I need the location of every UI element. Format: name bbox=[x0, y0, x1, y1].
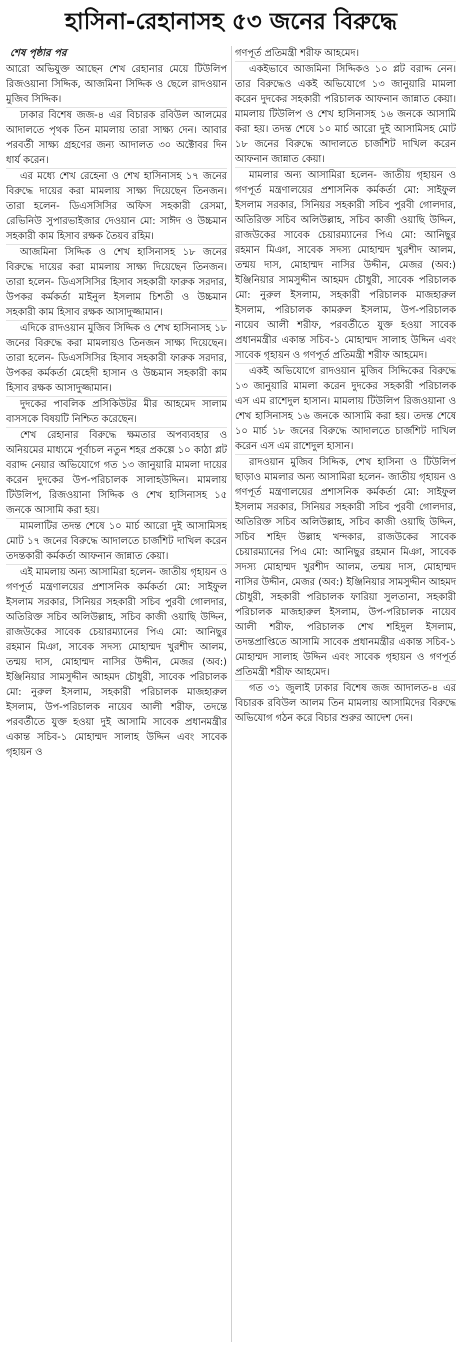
paragraph: এদিকে রাদওয়ান মুজিব সিদ্দিক ও শেখ হাসিনাসহ ১৮ জনের বিরুদ্ধে করা মামলায়ও তিনজন সাক্ষ্য দিয়েছেন। তারা হলেন- ডিএসসিসির হিসাব সহকারী ফারুক সরদার, উপকর কর্মকর্তা মেহেদী হাসান ও উচ্চমান সহকারী কাম হিসাব রক্ষক আসাদুজ্জামান। bbox=[6, 320, 227, 396]
paragraph: আজমিনা সিদ্দিক ও শেখ হাসিনাসহ ১৮ জনের বিরুদ্ধে দায়ের করা মামলায় সাক্ষ্য দিয়েছেন তিনজন। তারা হলেন- ডিএসসিসির হিসাব সহকারী ফারুক সরদার, উপকর কর্মকর্তা মাইনুল ইসলাম চিশতী ও উচ্চমান সহকারী কাম হিসাব রক্ষক আসাদুজ্জামান। bbox=[6, 244, 227, 320]
paragraph: এর মধ্যে শেখ রেহেনা ও শেখ হাসিনাসহ ১৭ জনের বিরুদ্ধে দায়ের করা মামলায় সাক্ষ্য দিয়েছেন তিনজন। তারা হলেন- ডিএসসিসির অফিস সহকারী রেসমা, রেভিনিউ সুপারভাইজার দেওয়ান মো: সাঈদ ও উচ্চমান সহকারী কাম হিসাব রক্ষক তৈয়ব রহিম। bbox=[6, 168, 227, 244]
paragraph: মামলাটির তদন্ত শেষে ১০ মার্চ আরো দুই আসামিসহ মোট ১৭ জনের বিরুদ্ধে আদালতে চার্জশিট দাখিল করেন তদন্তকারী কর্মকর্তা আফনান জান্নাত কেয়া। bbox=[6, 518, 227, 564]
paragraph: গত ৩১ জুলাই ঢাকার বিশেষ জজ আদালত-৪ এর বিচারক রবিউল আলম তিন মামলায় আসামিদের বিরুদ্ধে অভিযোগ গঠন করে বিচার শুরুর আদেশ দেন। bbox=[235, 680, 456, 726]
column-divider bbox=[231, 46, 232, 1342]
headline: হাসিনা-রেহানাসহ ৫৩ জনের বিরুদ্ধে bbox=[64, 8, 398, 35]
paragraph: গণপূর্ত প্রতিমন্ত্রী শরীফ আহমেদ। bbox=[235, 48, 359, 59]
paragraph: আরো অভিযুক্ত আছেন শেখ রেহানার মেয়ে টিউলিপ রিজওয়ানা সিদ্দিক, আজমিনা সিদ্দিক ও ছেলে রাদওয়ান মুজিব সিদ্দিক। bbox=[6, 64, 227, 105]
paragraph: শেখ রেহানার বিরুদ্ধে ক্ষমতার অপব্যবহার ও অনিয়মের মাধ্যমে পূর্বাচল নতুন শহর প্রকল্পে ১০ কাঠা প্লট বরাদ্দ নেয়ার অভিযোগে গত ১৩ জানুয়ারি মামলা দায়ের করেন দুদকের উপ-পরিচালক সালাহউদ্দিন। মামলায় টিউলিপ, রিজওয়ানা সিদ্দিক ও শেখ হাসিনাসহ ১৫ জনকে আসামি করা হয়। bbox=[6, 427, 227, 518]
paragraph: দুদকের পাবলিক প্রসিকিউটর মীর আহমেদ সালাম বাসসকে বিষয়টি নিশ্চিত করেছেন। bbox=[6, 396, 227, 427]
paragraph: এই মামলায় অন্য আসামিরা হলেন- জাতীয় গৃহায়ন ও গণপূর্ত মন্ত্রণালয়ের প্রশাসনিক কর্মকর্তা মো: সাইফুল ইসলাম সরকার, সিনিয়র সহকারী সচিব পুরবী গোলদার, অতিরিক্ত সচিব অলিউল্লাহ, সচিব কাজী ওয়াছি উদ্দিন, রাজউকের সাবেক চেয়ারম্যানের পিএ মো: আনিছুর রহমান মিঞা, সাবেক সদস্য মোহাম্মদ খুরশীদ আলম, তন্ময় দাস, মোহাম্মদ নাসির উদ্দীন, মেজর (অব:) ইঞ্জিনিয়ার সামসুদ্দীন আহমদ চৌধুরী, সাবেক পরিচালক মো: নুরুল ইসলাম, সহকারী পরিচালক মাজহারুল ইসলাম, উপ-পরিচালক নায়েব আলী শরীফ, তদন্তে পরবর্তীতে যুক্ত হওয়া দুই আসামি সাবেক প্রধানমন্ত্রীর একান্ত সচিব-১ মোহাম্মদ সালাহ উদ্দিন এবং সাবেক গৃহায়ন ও bbox=[6, 564, 227, 760]
continued-label: শেষ পৃষ্ঠার পর bbox=[10, 48, 67, 59]
paragraph: রাদওয়ান মুজিব সিদ্দিক, শেখ হাসিনা ও টিউলিপ ছাড়াও মামলার অন্য আসামিরা হলেন- জাতীয় গৃহায়ন ও গণপূর্ত মন্ত্রণালয়ের প্রশাসনিক কর্মকর্তা মো: সাইফুল ইসলাম সরকার, সিনিয়র সহকারী সচিব পুরবী গোলদার, অতিরিক্ত সচিব অলিউল্লাহ, সচিব কাজী ওয়াছি উদ্দিন, সচিব শহিদ উল্লাহ খন্দকার, রাজউকের সাবেক চেয়ারম্যানের পিএ মো: আনিছুর রহমান মিঞা, সাবেক সদস্য মোহাম্মদ খুরশীদ আলম, তন্ময় দাস, মোহাম্মদ নাসির উদ্দীন, মেজর (অব:) ইঞ্জিনিয়ার সামসুদ্দীন আহমদ চৌধুরী, সহকারী পরিচালক ফারিয়া সুলতানা, সহকারী পরিচালক মাজহারুল ইসলাম, উপ-পরিচালক নায়েব আলী শরীফ, পরিচালক শেখ শহিদুল ইসলাম, তদন্তপ্রাপ্তিতে আসামি সাবেক প্রধানমন্ত্রীর একান্ত সচিব-১ মোহাম্মদ সালাহ উদ্দিন এবং সাবেক গৃহায়ন ও গণপূর্ত প্রতিমন্ত্রী শরীফ আহমেদ। bbox=[235, 454, 456, 680]
left-column bbox=[6, 46, 227, 1342]
article-columns bbox=[6, 46, 456, 1342]
paragraph: একইভাবে আজমিনা সিদ্দিকও ১০ প্লট বরাদ্দ নেন। তার বিরুদ্ধেও একই অভিযোগে ১৩ জানুয়ারি মামলা করেন দুদকের সহকারী পরিচালক আফনান জান্নাত কেয়া। মামলায় টিউলিপ ও শেখ হাসিনাসহ ১৬ জনকে আসামি করা হয়। তদন্ত শেষে ১০ মার্চ আরো দুই আসামিসহ মোট ১৮ জনের বিরুদ্ধে আদালতে চার্জশিট দাখিল করেন আফনান জান্নাত কেয়া। bbox=[235, 61, 456, 167]
paragraph: একই অভিযোগে রাদওয়ান মুজিব সিদ্দিকের বিরুদ্ধে ১৩ জানুয়ারি মামলা করেন দুদকের সহকারী পরিচালক এস এম রাশেদুল হাসান। মামলায় টিউলিপ রিজওয়ানা ও শেখ হাসিনাসহ ১৬ জনকে আসামি করা হয়। তদন্ত শেষে ১০ মার্চ ১৮ জনের বিরুদ্ধে আদালতে চার্জশিট দাখিল করেন এস এম রাশেদুল হাসান। bbox=[235, 363, 456, 454]
paragraph: ঢাকার বিশেষ জজ-৪ এর বিচারক রবিউল আলমের আদালতে পৃথক তিন মামলায় তারা সাক্ষ্য দেন। আবার পরবর্তী সাক্ষ্য গ্রহণের জন্য আদালত ৩০ অক্টোবর দিন ধার্য করেন। bbox=[6, 107, 227, 168]
paragraph: মামলার অন্য আসামিরা হলেন- জাতীয় গৃহায়ন ও গণপূর্ত মন্ত্রণালয়ের প্রশাসনিক কর্মকর্তা মো: সাইফুল ইসলাম সরকার, সিনিয়র সহকারী সচিব পুরবী গোলদার, অতিরিক্ত সচিব অলিউল্লাহ, সচিব কাজী ওয়াছি উদ্দিন, রাজউকের সাবেক চেয়ারম্যানের পিএ মো: আনিছুর রহমান মিঞা, সাবেক সদস্য মোহাম্মদ খুরশীদ আলম, তন্ময় দাস, মোহাম্মদ নাসির উদ্দীন, মেজর (অব:) ইঞ্জিনিয়ার সামসুদ্দীন আহমদ চৌধুরী, সাবেক পরিচালক মো: নুরুল ইসলাম, সহকারী পরিচালক মাজহারুল ইসলাম, পরিচালক কামরুল ইসলাম, উপ-পরিচালক নায়েব আলী শরীফ, পরবর্তীতে যুক্ত হওয়া সাবেক প্রধানমন্ত্রীর একান্ত সচিব-১ মোহাম্মদ সালাহ উদ্দিন এবং সাবেক গৃহায়ন ও গণপূর্ত প্রতিমন্ত্রী শরীফ আহমেদ। bbox=[235, 167, 456, 363]
right-column bbox=[235, 46, 456, 1342]
